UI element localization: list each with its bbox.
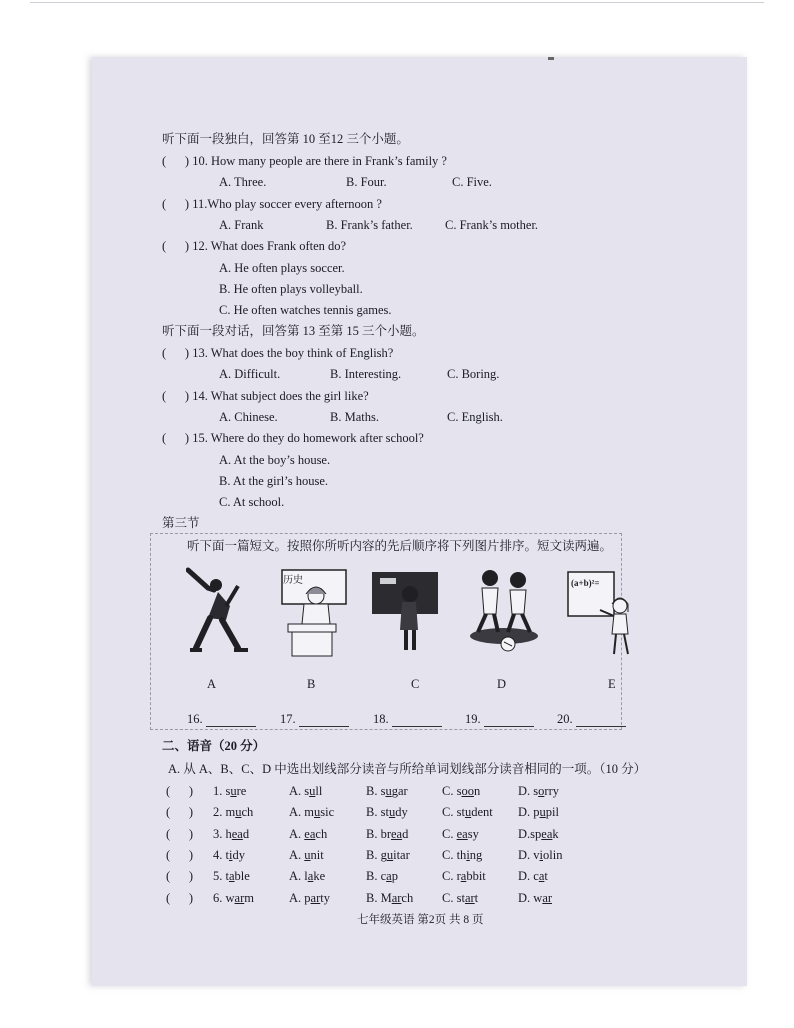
history-board-label: 历史: [283, 575, 303, 586]
answer-paren-4[interactable]: ( ): [166, 848, 194, 862]
answer-blank-16[interactable]: 16.: [187, 711, 256, 727]
section-intro-13-15: 听下面一段对话，回答第 13 至第 15 三个小题。: [162, 324, 425, 338]
q13-option-c: C. Boring.: [447, 367, 500, 381]
phonetic-item-6-option-d: D. war: [518, 891, 553, 905]
phonetic-item-3: 3. head: [213, 827, 250, 841]
question-11: ( ) 11.Who play soccer every afternoon ?: [162, 197, 382, 211]
picture-label-c: C: [411, 677, 420, 691]
section-3-title: 第三节: [162, 516, 200, 530]
question-10: ( ) 10. How many people are there in Frank’s family ?: [162, 154, 447, 168]
answer-blank-18[interactable]: 18.: [373, 711, 442, 727]
phonetic-item-2: 2. much: [213, 805, 254, 819]
section-3-instruction: 听下面一篇短文。按照你所听内容的先后顺序将下列图片排序。短文读两遍。: [187, 539, 613, 553]
phonetic-item-6: 6. warm: [213, 891, 254, 905]
q13-option-a: A. Difficult.: [219, 367, 281, 381]
question-13: ( ) 13. What does the boy think of English?: [162, 346, 394, 360]
answer-paren-3[interactable]: ( ): [166, 827, 194, 841]
phonetic-item-4: 4. tidy: [213, 848, 245, 862]
q15-option-a: A. At the boy’s house.: [219, 453, 331, 467]
answer-paren-1[interactable]: ( ): [166, 784, 194, 798]
phonetics-instruction: A. 从 A、B、C、D 中选出划线部分读音与所给单词划线部分读音相同的一项。（10 分）: [168, 762, 647, 776]
q14-option-b: B. Maths.: [330, 410, 379, 424]
phonetic-item-3-option-c: C. easy: [442, 827, 479, 841]
phonetic-item-5-option-c: C. rabbit: [442, 869, 486, 883]
q14-option-c: C. English.: [447, 410, 503, 424]
phonetic-item-1-option-b: B. sugar: [366, 784, 408, 798]
q11-option-b: B. Frank’s father.: [326, 218, 413, 232]
phonetic-item-5-option-a: A. lake: [289, 869, 326, 883]
q15-option-b: B. At the girl’s house.: [219, 474, 329, 488]
formula-text: (a+b)²=: [571, 578, 600, 588]
phonetic-item-5-option-b: B. cap: [366, 869, 398, 883]
page-footer: 七年级英语 第2页 共 8 页: [357, 914, 484, 926]
phonetic-item-4-option-a: A. unit: [289, 848, 324, 862]
q11-option-a: A. Frank: [219, 218, 264, 232]
phonetics-title: 二、语音（20 分）: [162, 739, 266, 753]
picture-label-b: B: [307, 677, 316, 691]
q15-option-c: C. At school.: [219, 495, 285, 509]
phonetic-item-4-option-b: B. guitar: [366, 848, 410, 862]
phonetic-item-1-option-d: D. sorry: [518, 784, 559, 798]
phonetic-item-2-option-c: C. student: [442, 805, 493, 819]
phonetic-item-1-option-a: A. sull: [289, 784, 323, 798]
phonetic-item-6-option-b: B. March: [366, 891, 414, 905]
section-intro-10-12: 听下面一段独白，回答第 10 至12 三个小题。: [162, 132, 409, 146]
q14-option-a: A. Chinese.: [219, 410, 278, 424]
picture-c-blackboard: [370, 568, 440, 654]
phonetic-item-2-option-a: A. music: [289, 805, 335, 819]
q10-option-a: A. Three.: [219, 175, 267, 189]
picture-d-soccer: [464, 566, 546, 656]
picture-label-a: A: [207, 677, 217, 691]
sheet-mark: [548, 57, 554, 60]
phonetic-item-3-option-a: A. each: [289, 827, 328, 841]
phonetic-item-2-option-d: D. pupil: [518, 805, 559, 819]
phonetic-item-1: 1. sure: [213, 784, 247, 798]
phonetic-item-2-option-b: B. study: [366, 805, 408, 819]
answer-paren-6[interactable]: ( ): [166, 891, 194, 905]
question-15: ( ) 15. Where do they do homework after school?: [162, 431, 424, 445]
phonetic-item-5: 5. table: [213, 869, 250, 883]
q12-option-c: C. He often watches tennis games.: [219, 303, 392, 317]
picture-label-d: D: [497, 677, 507, 691]
question-12: ( ) 12. What does Frank often do?: [162, 239, 347, 253]
phonetic-item-4-option-c: C. thing: [442, 848, 483, 862]
answer-paren-2[interactable]: ( ): [166, 805, 194, 819]
question-14: ( ) 14. What subject does the girl like?: [162, 389, 369, 403]
scan-edge-line: [30, 2, 764, 3]
phonetic-item-3-option-d: D.speak: [518, 827, 559, 841]
answer-blank-20[interactable]: 20.: [557, 711, 626, 727]
q11-option-c: C. Frank’s mother.: [445, 218, 539, 232]
phonetic-item-6-option-a: A. party: [289, 891, 330, 905]
q13-option-b: B. Interesting.: [330, 367, 402, 381]
phonetic-item-4-option-d: D. violin: [518, 848, 563, 862]
phonetic-item-1-option-c: C. soon: [442, 784, 481, 798]
phonetic-item-5-option-d: D. cat: [518, 869, 548, 883]
picture-label-e: E: [608, 677, 616, 691]
answer-blank-19[interactable]: 19.: [465, 711, 534, 727]
answer-paren-5[interactable]: ( ): [166, 869, 194, 883]
answer-blank-17[interactable]: 17.: [280, 711, 349, 727]
phonetic-item-3-option-b: B. bread: [366, 827, 409, 841]
q12-option-b: B. He often plays volleyball.: [219, 282, 363, 296]
phonetic-item-6-option-c: C. start: [442, 891, 479, 905]
q10-option-b: B. Four.: [346, 175, 387, 189]
q10-option-c: C. Five.: [452, 175, 492, 189]
q12-option-a: A. He often plays soccer.: [219, 261, 345, 275]
picture-a-stretching: [186, 566, 256, 656]
